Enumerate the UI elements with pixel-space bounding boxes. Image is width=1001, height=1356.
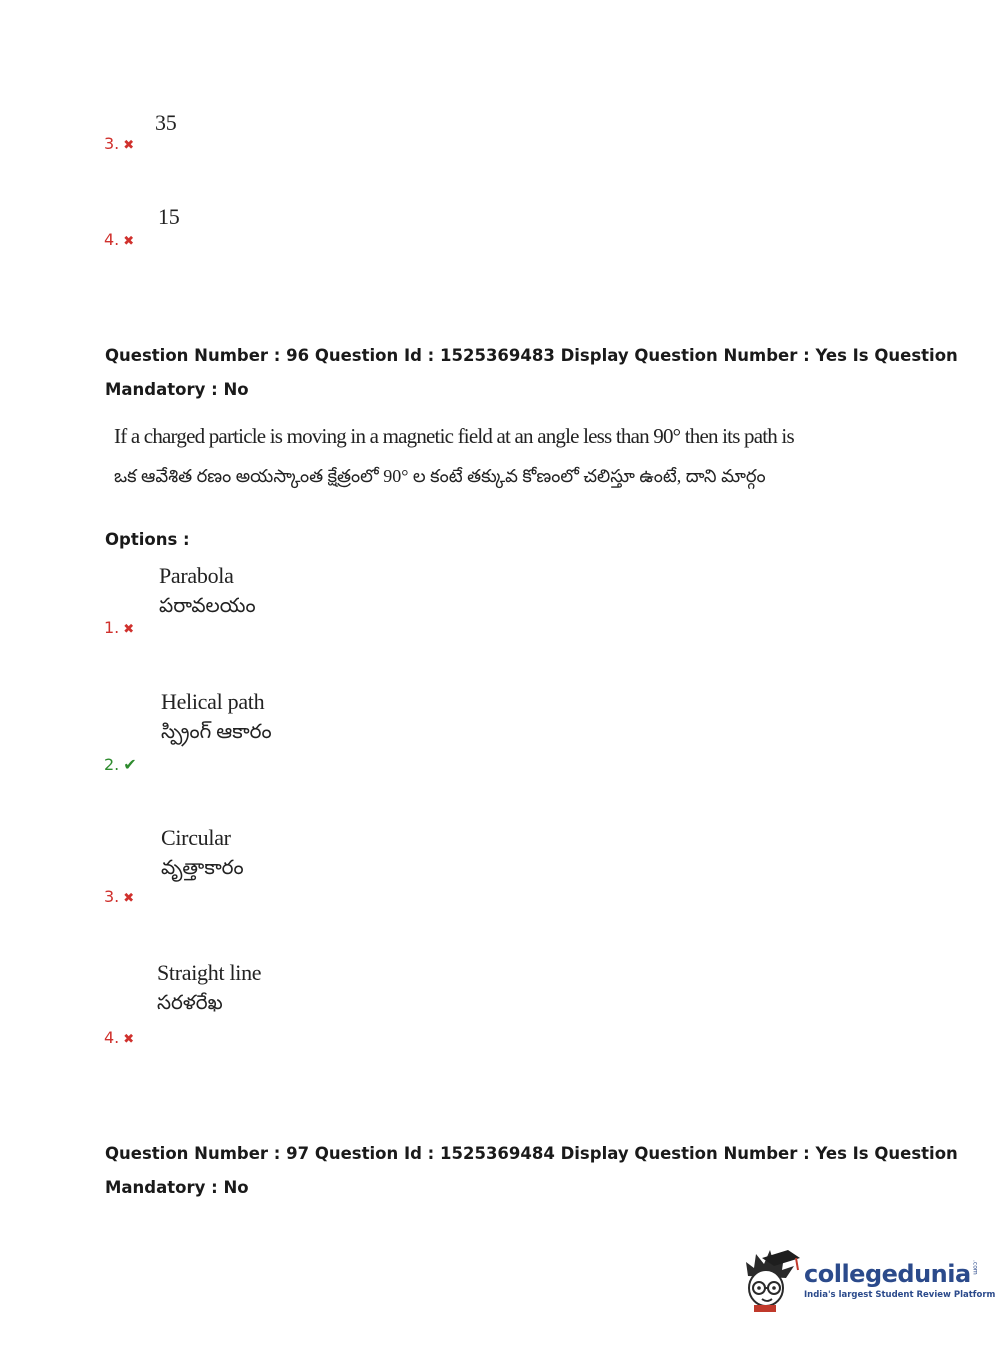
option-3-label — [104, 887, 134, 906]
option-1-text — [159, 563, 256, 622]
option-3-en: Circular — [161, 825, 231, 850]
cross-icon: ✖ — [123, 622, 135, 637]
logo-wordmark: collegedunia — [804, 1260, 971, 1288]
question-97-header-line2: Mandatory : No — [105, 1178, 249, 1197]
option-4b-text — [157, 960, 261, 1019]
option-1-label — [104, 618, 134, 637]
option-1-te: పరావలయం — [159, 595, 256, 617]
cross-icon: ✖ — [123, 234, 135, 249]
question-96-text-en: If a charged particle is moving in a magnetic field at an angle less than 90° then its path is — [114, 424, 794, 448]
options-label: Options : — [105, 530, 190, 549]
option-4-te: సరళరేఖ — [157, 992, 223, 1014]
option-3-text — [161, 825, 244, 884]
option-2-label — [104, 755, 137, 774]
option-number: 4. — [104, 230, 120, 249]
option-3-text: 35 — [155, 110, 177, 135]
option-4-en: Straight line — [157, 960, 262, 985]
option-3-te: వృత్తాకారం — [161, 857, 244, 879]
cross-icon: ✖ — [123, 891, 135, 906]
mascot-icon — [742, 1248, 800, 1312]
option-2-text — [161, 689, 272, 748]
option-4-label — [104, 230, 134, 249]
option-number: 3. — [104, 134, 120, 153]
option-number: 1. — [104, 618, 120, 637]
option-2-te: స్ప్రింగ్ ఆకారం — [161, 721, 272, 743]
logo-tagline: India's largest Student Review Platform — [804, 1290, 996, 1300]
option-1-en: Parabola — [159, 563, 234, 588]
collegedunia-logo — [742, 1248, 995, 1312]
logo-suffix: .com — [971, 1260, 979, 1275]
option-4-text: 15 — [158, 204, 180, 229]
cross-icon: ✖ — [123, 1032, 135, 1047]
question-96-text-te: ఒక ఆవేశిత రణం అయస్కాంత క్షేత్రంలో 90° ల కంటే తక్కువ కోణంలో చలిస్తూ ఉంటే, దాని మార్గం — [114, 466, 766, 486]
option-2-en: Helical path — [161, 689, 265, 714]
checkmark-icon: ✔ — [123, 755, 137, 774]
option-number: 3. — [104, 887, 120, 906]
option-4b-label — [104, 1028, 134, 1047]
option-number: 2. — [104, 755, 120, 774]
cross-icon: ✖ — [123, 138, 135, 153]
option-number: 4. — [104, 1028, 120, 1047]
question-97-header-line1: Question Number : 97 Question Id : 1525369484 Display Question Number : Yes Is Question — [105, 1144, 958, 1163]
option-3-label — [104, 134, 134, 153]
logo-text-block — [804, 1260, 995, 1300]
question-96-header-line2: Mandatory : No — [105, 380, 249, 399]
question-96-header-line1: Question Number : 96 Question Id : 1525369483 Display Question Number : Yes Is Question — [105, 346, 958, 365]
